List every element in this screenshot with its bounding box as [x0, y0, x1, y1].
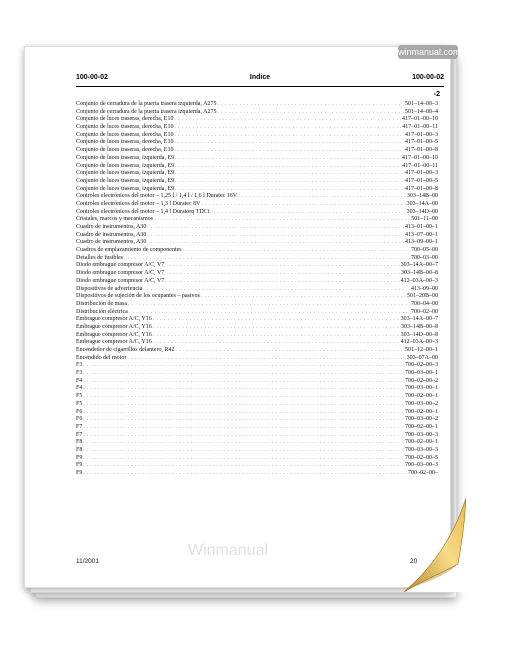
entry-title: F8	[76, 446, 83, 453]
entry-reference: 417–01–00–10	[402, 116, 438, 123]
entry-title: Dispositivos de advertencia	[76, 285, 143, 292]
index-entry	[76, 378, 438, 386]
page-header	[76, 74, 444, 86]
index-entry	[76, 324, 438, 332]
entry-reference: 417–01–00–11	[402, 162, 438, 169]
entry-reference: 700–02–00–5	[405, 454, 438, 461]
entry-title: F9	[76, 454, 83, 461]
entry-reference: 413–09–00	[411, 285, 438, 292]
entry-leader-dots	[174, 116, 401, 124]
entry-leader-dots	[153, 324, 400, 332]
entry-title: F3	[76, 362, 83, 369]
entry-title: Diodo embrague compresor A/C, V7	[76, 262, 165, 269]
entry-reference: 303–14D–00	[406, 208, 438, 215]
entry-leader-dots	[210, 209, 405, 217]
entry-leader-dots	[83, 370, 404, 378]
entry-title: Cuadro de instrumentos, A30	[76, 224, 147, 230]
entry-leader-dots	[83, 416, 404, 424]
entry-reference: 700–02–00–3	[405, 362, 438, 369]
entry-leader-dots	[83, 378, 404, 386]
entry-leader-dots	[83, 470, 407, 478]
entry-leader-dots	[175, 178, 404, 186]
index-entry	[76, 170, 438, 178]
header-rule	[76, 86, 444, 87]
index-entry	[76, 424, 438, 432]
entry-leader-dots	[175, 347, 404, 355]
index-entry	[76, 339, 438, 347]
index-entry	[76, 139, 438, 147]
entry-reference: 303–14B–00–8	[400, 323, 438, 330]
index-entry	[76, 209, 438, 217]
entry-reference: 303–07A–00	[406, 354, 438, 361]
index-entry	[76, 186, 438, 194]
entry-leader-dots	[174, 124, 401, 132]
entry-leader-dots	[175, 186, 404, 194]
entry-reference: 700–02–00–2	[405, 377, 438, 384]
entry-leader-dots	[83, 455, 404, 463]
index-entry	[76, 224, 438, 232]
entry-title: Controles electrónicos del motor – 1,4 l Duratorq TDCi	[76, 208, 210, 215]
header-title: Indice	[249, 74, 271, 81]
entry-reference: 303–14D–00–8	[400, 331, 438, 338]
header-section-left: 100-00-02	[76, 74, 108, 81]
entry-title: F5	[76, 393, 83, 400]
index-entry	[76, 309, 438, 317]
index-entry	[76, 432, 438, 440]
entry-leader-dots	[83, 432, 404, 440]
entry-reference: 417–01–00–8	[405, 147, 438, 154]
entry-reference: 700–03–00–3	[405, 462, 438, 469]
entry-title: F4	[76, 385, 83, 392]
entry-reference: 413–07–00–1	[405, 231, 438, 238]
entry-reference: 501–11–00	[411, 216, 438, 223]
index-entry	[76, 409, 438, 417]
index-entry	[76, 270, 438, 278]
watermark-logo-text: Winmanual	[187, 542, 269, 559]
index-entry	[76, 262, 438, 270]
entry-title: Embrague compresor A/C, Y16	[76, 316, 152, 323]
entry-title: Embrague compresor A/C, Y16	[76, 331, 152, 338]
index-entry	[76, 301, 438, 309]
entry-leader-dots	[165, 270, 400, 278]
index-entry	[76, 362, 438, 370]
header-section-right: 100-00-02	[412, 74, 444, 81]
entry-reference: 412–03A–00–3	[400, 339, 438, 346]
entry-title: F8	[76, 439, 83, 446]
entry-leader-dots	[175, 163, 401, 171]
entry-leader-dots	[175, 170, 404, 178]
entry-leader-dots	[147, 239, 404, 247]
entry-reference: 700–02–00–1	[405, 408, 438, 415]
entry-leader-dots	[143, 286, 410, 294]
entry-leader-dots	[147, 232, 404, 240]
index-entry	[76, 393, 438, 401]
entry-reference: 501–12–00–1	[405, 347, 438, 353]
entry-title: F3	[76, 370, 83, 377]
entry-title: Cuadros de emplazamiento de componentes	[76, 247, 182, 254]
index-entry	[76, 163, 438, 171]
entry-title: F5	[76, 400, 83, 407]
entry-reference: 417–01–00–5	[405, 177, 438, 184]
index-entry	[76, 155, 438, 163]
index-entry	[76, 447, 438, 455]
index-entry	[76, 232, 438, 240]
entry-title: Dispositivos de sujeción de los ocupantes – pasivos	[76, 293, 200, 300]
footer-date: 11/2001	[76, 558, 100, 565]
entry-reference: 700–03–00	[411, 254, 438, 261]
index-entry	[76, 293, 438, 301]
entry-reference: 501–14–00–4	[405, 108, 438, 115]
index-entry	[76, 201, 438, 209]
entry-reference: 417–01–00–3	[405, 170, 438, 177]
entry-title: F9	[76, 470, 83, 476]
index-entry	[76, 278, 438, 286]
entry-title: Conjunto de luces traseras, derecha, E10	[76, 131, 174, 138]
entry-reference: 303–14A–00–7	[400, 316, 438, 323]
entry-title: Conjunto de luces traseras, izquierda, E9	[76, 177, 175, 184]
watermark-banner: winmanual.com	[398, 47, 461, 57]
index-entry	[76, 239, 438, 247]
entry-leader-dots	[238, 193, 406, 201]
entry-title: F4	[76, 377, 83, 384]
entry-leader-dots	[83, 409, 404, 417]
entry-title: Detalles de fusibles	[76, 254, 123, 261]
index-entry	[76, 347, 438, 355]
entry-reference: 700–02–00	[411, 308, 438, 315]
entry-title: Conjunto de luces traseras, derecha, E10	[76, 147, 174, 154]
entry-reference: 303–14A–00	[406, 200, 438, 207]
entry-title: Conjunto de cerradura de la puerta trasera izquierda, A275	[76, 108, 217, 115]
entry-reference: 417–01–00–11	[402, 124, 438, 131]
entry-title: Encendido del motor	[76, 354, 127, 361]
entry-leader-dots	[153, 339, 400, 347]
entry-reference: 303–14B–00	[406, 193, 438, 200]
entry-reference: 700–04–00	[411, 300, 438, 307]
entry-leader-dots	[174, 139, 404, 147]
entry-title: Conjunto de luces traseras, derecha, E10	[76, 139, 174, 146]
entry-leader-dots	[153, 316, 400, 324]
entry-leader-dots	[128, 301, 410, 309]
entry-reference: 417–01–00–5	[405, 139, 438, 146]
index-entry	[76, 124, 438, 132]
index-entry	[76, 316, 438, 324]
index-entry	[76, 147, 438, 155]
index-entry	[76, 462, 438, 470]
index-entry	[76, 439, 438, 447]
entry-reference: 413–09–00–1	[405, 239, 438, 246]
page-number: -2	[433, 91, 440, 98]
entry-title: Controles electrónicos del motor – 1,3 l Duratec 8V	[76, 200, 201, 207]
index-entry	[76, 193, 438, 201]
entry-reference: 413–01–00–1	[405, 224, 438, 230]
entry-title: Conjunto de luces traseras, izquierda, E9	[76, 162, 175, 169]
entry-title: Conjunto de luces traseras, izquierda, E9	[76, 185, 175, 192]
entry-leader-dots	[83, 462, 404, 470]
entry-leader-dots	[165, 262, 399, 270]
entry-title: Conjunto de luces traseras, izquierda, E9	[76, 170, 175, 177]
entry-title: Conjunto de cerradura de la puerta trasera izquierda, A275	[76, 101, 217, 107]
entry-title: F6	[76, 416, 83, 423]
entry-leader-dots	[174, 132, 404, 140]
index-list	[76, 101, 438, 478]
entry-leader-dots	[83, 424, 404, 432]
entry-leader-dots	[83, 401, 404, 409]
entry-reference: 501–14–00–3	[405, 101, 438, 107]
entry-reference: 700–03–00–1	[405, 370, 438, 377]
entry-leader-dots	[201, 201, 405, 209]
page-curl-icon	[404, 498, 466, 592]
entry-leader-dots	[154, 216, 410, 224]
index-entry	[76, 401, 438, 409]
index-entry	[76, 216, 438, 224]
entry-reference: 417–01–00–3	[405, 131, 438, 138]
entry-reference: 412–03A–00–3	[400, 277, 438, 284]
entry-leader-dots	[201, 293, 406, 301]
index-entry	[76, 286, 438, 294]
entry-leader-dots	[83, 447, 404, 455]
entry-leader-dots	[83, 362, 404, 370]
entry-reference: 303–14A–00–7	[400, 262, 438, 269]
index-entry	[76, 332, 438, 340]
entry-title: Cuadro de instrumentos, A30	[76, 239, 147, 246]
index-entry	[76, 178, 438, 186]
entry-title: Conjunto de luces traseras, derecha, E10	[76, 116, 174, 123]
index-entry	[76, 355, 438, 363]
entry-leader-dots	[83, 385, 404, 393]
index-entry	[76, 109, 438, 117]
entry-leader-dots	[124, 255, 410, 263]
index-entry	[76, 470, 438, 478]
entry-leader-dots	[174, 147, 404, 155]
entry-reference: 700–03–00–2	[405, 400, 438, 407]
footer-page: 20	[410, 558, 418, 565]
entry-leader-dots	[129, 309, 410, 317]
entry-title: F9	[76, 462, 83, 469]
entry-title: F7	[76, 423, 83, 430]
entry-reference: 417–01–00–8	[405, 185, 438, 192]
entry-title: Embrague compresor A/C, Y16	[76, 323, 152, 330]
entry-reference: 700–02–00–1	[405, 439, 438, 446]
entry-title: Diodo embrague compresor A/C, V7	[76, 277, 165, 284]
entry-title: Distribución de masa	[76, 300, 127, 307]
entry-leader-dots	[175, 155, 401, 163]
entry-leader-dots	[217, 101, 404, 109]
entry-leader-dots	[153, 332, 400, 340]
entry-title: Cuadro de instrumentos, A30	[76, 231, 147, 238]
index-entry	[76, 116, 438, 124]
watermark-logo	[168, 536, 288, 562]
entry-leader-dots	[83, 393, 404, 401]
entry-leader-dots	[127, 355, 405, 363]
entry-reference: 700–03–00–3	[405, 446, 438, 453]
entry-title: F7	[76, 431, 83, 438]
entry-title: Embrague compresor A/C, Y16	[76, 339, 152, 346]
entry-leader-dots	[83, 439, 404, 447]
entry-title: Controles electrónicos del motor – 1,25 l / 1,4 l / 1,6 l Duratec 16V	[76, 193, 238, 200]
entry-reference: 700–02–00–1	[405, 423, 438, 430]
entry-title: F6	[76, 408, 83, 415]
index-entry	[76, 101, 438, 109]
index-entry	[76, 255, 438, 263]
entry-title: Conjunto de luces traseras, derecha, E10	[76, 124, 174, 131]
entry-leader-dots	[183, 247, 410, 255]
entry-title: Encendedor de cigarrillos delantero, R42	[76, 347, 175, 353]
index-entry	[76, 370, 438, 378]
entry-leader-dots	[165, 278, 399, 286]
entry-title: Diodo embrague compresor A/C, V7	[76, 270, 165, 277]
entry-reference: 700–03–00–2	[405, 416, 438, 423]
index-entry	[76, 132, 438, 140]
index-entry	[76, 416, 438, 424]
index-entry	[76, 385, 438, 393]
entry-title: Conjunto de luces traseras, izquierda, E9	[76, 154, 175, 161]
entry-leader-dots	[147, 224, 404, 232]
entry-reference: 303–14B–00–8	[400, 270, 438, 277]
entry-reference: 501–20B–00	[406, 293, 438, 300]
entry-leader-dots	[217, 109, 404, 117]
entry-reference: 700–03–00–3	[405, 431, 438, 438]
entry-title: Distribución eléctrica	[76, 308, 128, 315]
index-entry	[76, 247, 438, 255]
entry-reference: 700–02–00–	[408, 470, 438, 476]
entry-reference: 700–02–00–1	[405, 393, 438, 400]
index-entry	[76, 455, 438, 463]
entry-reference: 700–05–00	[411, 247, 438, 254]
entry-reference: 700–03–00–1	[405, 385, 438, 392]
entry-reference: 417–01–00–10	[402, 154, 438, 161]
entry-title: Cristales, marcos y mecanismos	[76, 216, 153, 223]
